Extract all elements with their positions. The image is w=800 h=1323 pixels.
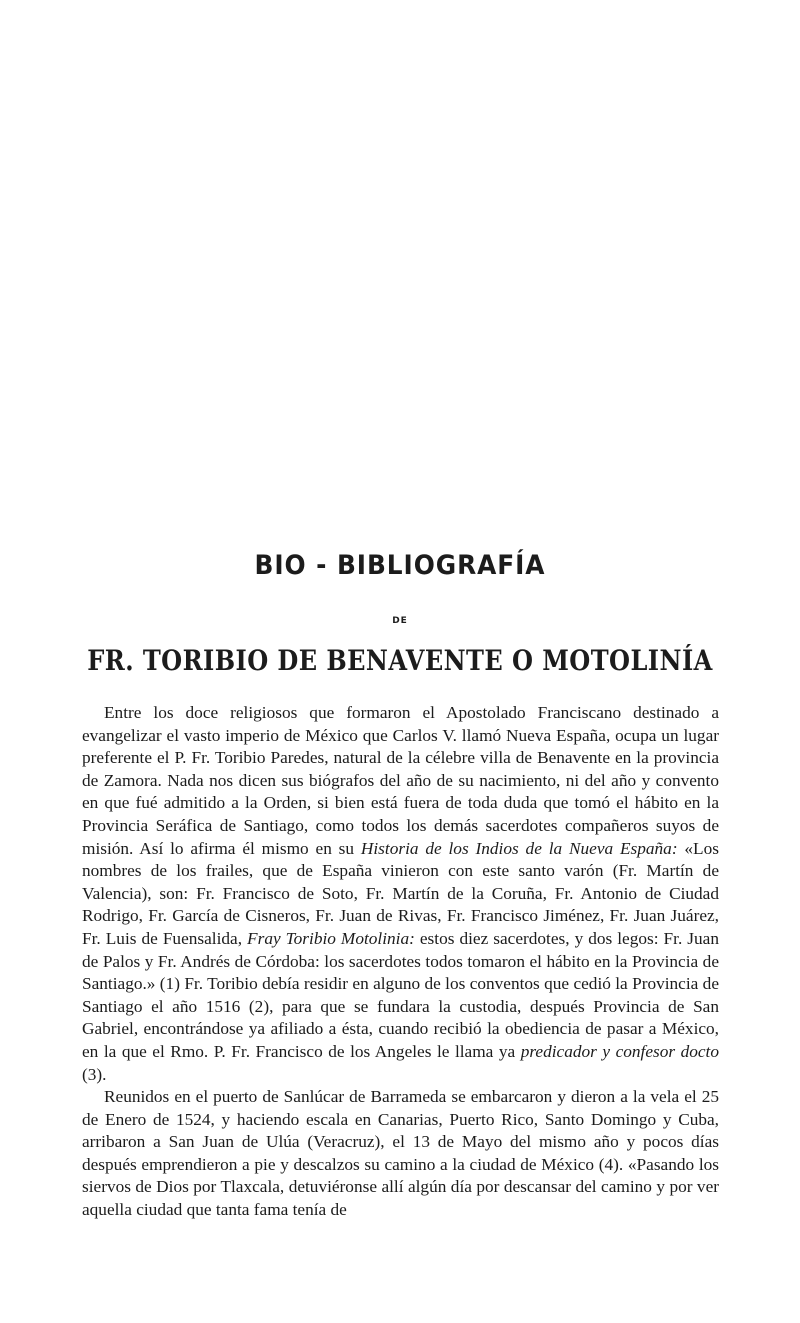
title-connector: DE: [392, 616, 408, 626]
body-text: [82, 702, 719, 1222]
paragraph-1-text-b: «Los nombres de los frailes, que de España vinieron con este santo varón (Fr. Martín de Valencia), son: Fr. Francisco de Soto, Fr. Martín de la Coruña, Fr. Antonio de Ciudad Rodrigo, Fr. García de Cisneros, Fr. Juan de Rivas, Fr. Francisco Jiménez, Fr. Juan Juárez, Fr. Luis de Fuensalida,: [82, 838, 719, 948]
subject-title: FR. TORIBIO DE BENAVENTE O MOTOLINÍA: [87, 644, 713, 677]
paragraph-1-text-a: Entre los doce religiosos que formaron el Apostolado Franciscano destinado a evangelizar el vasto imperio de México que Carlos V. llamó Nueva España, ocupa un lugar preferente el P. Fr. Toribio Paredes, natural de la célebre villa de Benavente en la provincia de Zamora. Nada nos dicen sus biógrafos del año de su nacimiento, ni del año y convento en que fué admitido a la Orden, si bien está fuera de toda duda que tomó el hábito en la Provincia Seráfica de Santiago, como todos los demás sacerdotes compañeros suyos de misión. Así lo afirma él mismo en su: [82, 703, 719, 858]
paragraph-2: [82, 1086, 719, 1222]
paragraph-1: [82, 702, 719, 1086]
paragraph-1-text-d: (3).: [82, 1064, 107, 1084]
book-title-citation: Historia de los Indios de la Nueva España:: [360, 838, 678, 858]
predicador-phrase: predicador y confesor docto: [520, 1041, 719, 1061]
page-title: BIO - BIBLIOGRAFÍA: [254, 550, 546, 581]
paragraph-2-text: Reunidos en el puerto de Sanlúcar de Barrameda se embarcaron y dieron a la vela el 25 de Enero de 1524, y haciendo escala en Canarias, Puerto Rico, Santo Domingo y Cuba, arribaron a San Juan de Ulúa (Veracruz), el 13 de Mayo del mismo año y pocos días después emprendieron a pie y descalzos su camino a la ciudad de México (4). «Pasando los siervos de Dios por Tlaxcala, detuviéronse allí algún día por descansar del camino y por ver aquella ciudad que tanta fama tenía de: [82, 1087, 719, 1220]
motolinia-name: Fray Toribio Motolinia:: [247, 928, 415, 948]
paragraph-1-text-c: estos diez sacerdotes, y dos legos: Fr. Juan de Palos y Fr. Andrés de Córdoba: los sacerdotes todos tomaron el hábito en la Provincia de Santiago.» (1) Fr. Toribio debía residir en alguno de los conventos que cedió la Provincia de Santiago el año 1516 (2), para que se fundara la custodia, después Provincia de San Gabriel, encontrándose ya afiliado a ésta, cuando recibió la obediencia de pasar a México, en la que el Rmo. P. Fr. Francisco de los Angeles le llama ya: [82, 928, 719, 1061]
